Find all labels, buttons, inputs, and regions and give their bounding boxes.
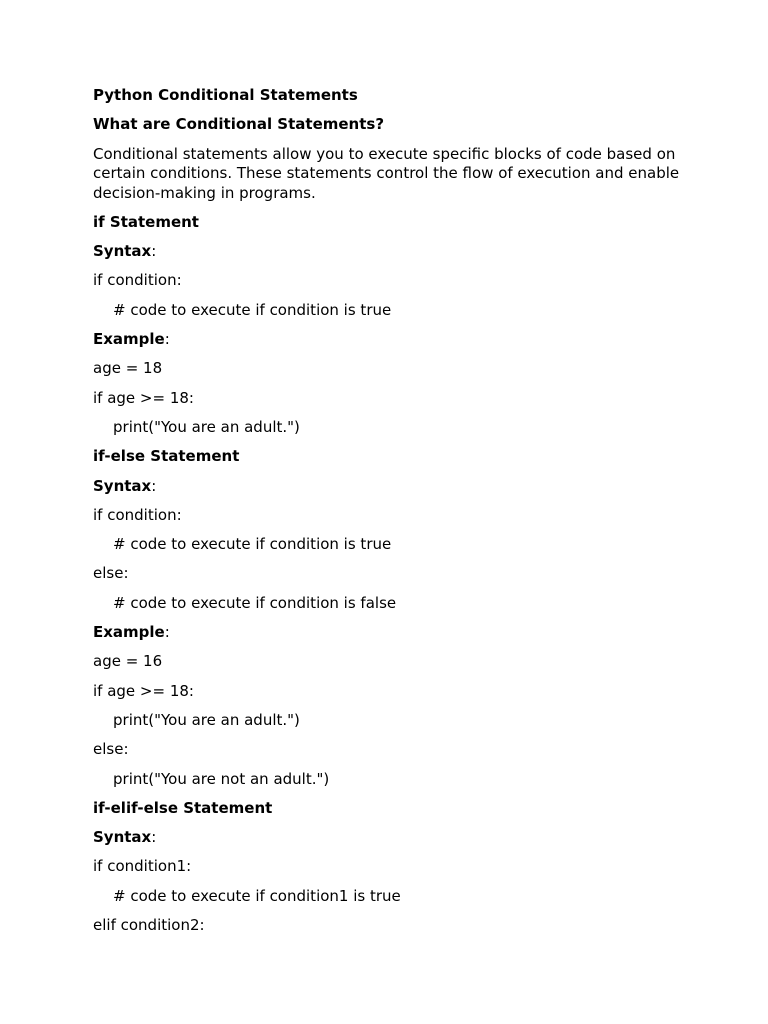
colon: : xyxy=(164,330,170,349)
code-line: print("You are an adult.") xyxy=(113,417,300,436)
if-else-section-heading: if-else Statement xyxy=(93,447,240,466)
if-elif-else-section-heading: if-elif-else Statement xyxy=(93,798,273,817)
code-line: else: xyxy=(93,740,129,759)
if-syntax-label-line xyxy=(93,242,683,262)
code-line: if condition1: xyxy=(93,857,192,876)
colon: : xyxy=(151,476,157,495)
code-line: if age >= 18: xyxy=(93,681,194,700)
if-elif-else-syntax-label: Syntax xyxy=(93,828,152,847)
code-line: print("You are an adult.") xyxy=(113,710,300,729)
code-line: # code to execute if condition is true xyxy=(113,300,392,319)
if-else-syntax-label-line xyxy=(93,477,683,497)
code-line: if age >= 18: xyxy=(93,388,194,407)
code-line: # code to execute if condition is true xyxy=(113,535,392,554)
if-example-label: Example xyxy=(93,330,165,349)
code-line: print("You are not an adult.") xyxy=(113,769,330,788)
code-line: # code to execute if condition1 is true xyxy=(113,886,401,905)
code-line: age = 16 xyxy=(93,652,163,671)
if-else-example-label: Example xyxy=(93,623,165,642)
intro-paragraph: Conditional statements allow you to execute specific blocks of code based on certain conditions. These statements control the flow of execution and enable decision-making in programs. xyxy=(93,144,680,202)
if-else-example-label-line xyxy=(93,623,683,643)
document-page xyxy=(93,86,683,945)
if-elif-else-syntax-label-line xyxy=(93,828,683,848)
document-title: Python Conditional Statements xyxy=(93,86,358,104)
if-else-syntax-label: Syntax xyxy=(93,476,152,495)
code-line: # code to execute if condition is false xyxy=(113,593,397,612)
intro-heading: What are Conditional Statements? xyxy=(93,115,385,134)
colon: : xyxy=(151,828,157,847)
code-line: age = 18 xyxy=(93,359,163,378)
code-line: if condition: xyxy=(93,505,182,524)
code-line: if condition: xyxy=(93,271,182,290)
colon: : xyxy=(151,242,157,261)
if-section-heading: if Statement xyxy=(93,212,199,231)
code-line: else: xyxy=(93,564,129,583)
colon: : xyxy=(164,623,170,642)
if-example-label-line xyxy=(93,330,683,350)
code-line: elif condition2: xyxy=(93,916,205,935)
if-syntax-label: Syntax xyxy=(93,242,152,261)
